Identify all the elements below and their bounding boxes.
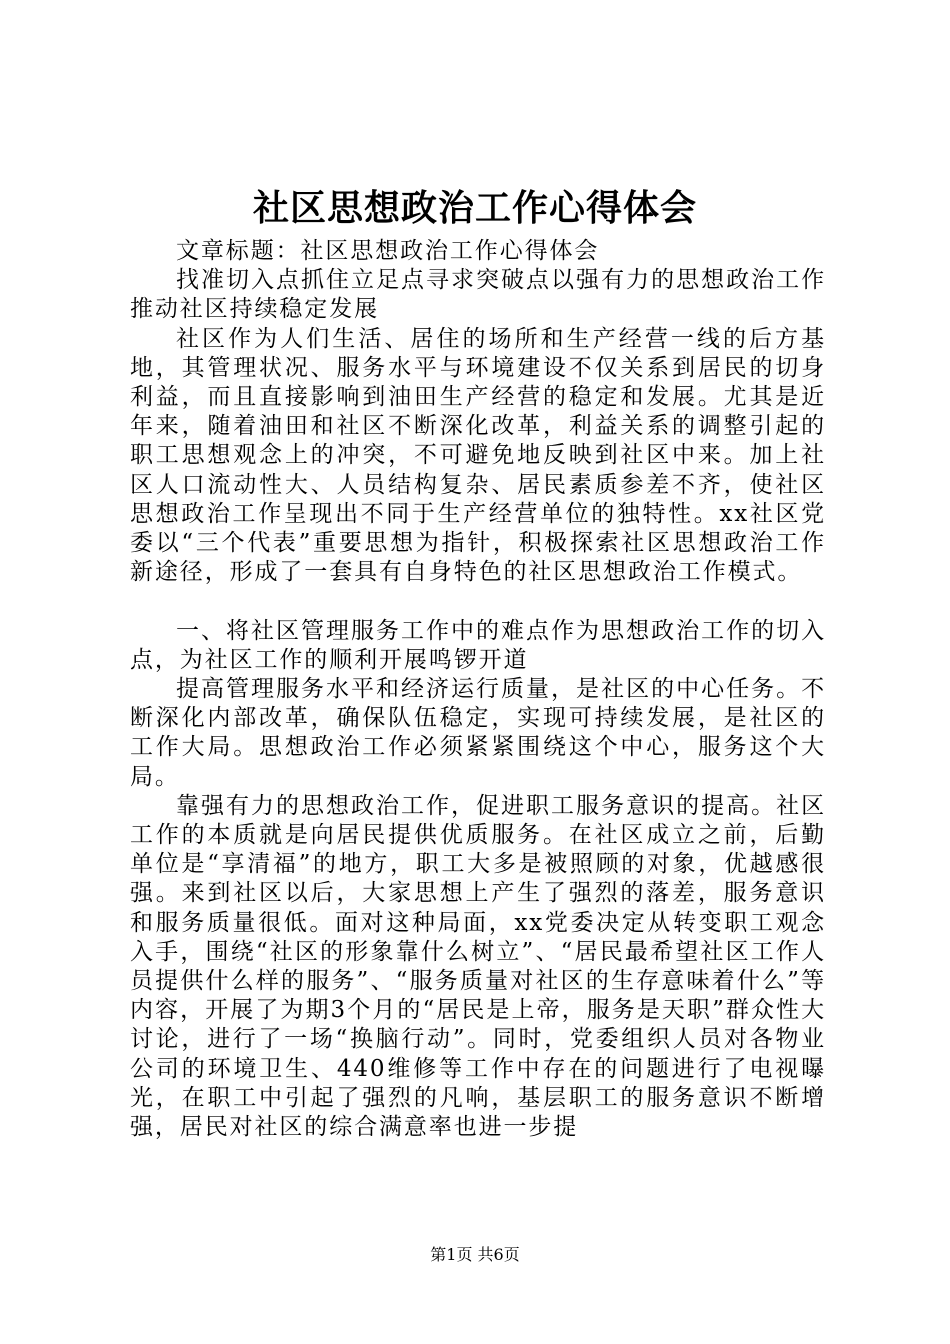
paragraph-spacer [130,587,826,616]
document-body [130,237,826,1142]
body-paragraph: 靠强有力的思想政治工作，促进职工服务意识的提高。社区工作的本质就是向居民提供优质服务。在社区成立之前，后勤单位是“享清福”的地方，职工大多是被照顾的对象，优越感很强。来到社区以后，大家思想上产生了强烈的落差，服务意识和服务质量很低。面对这种局面，xx党委决定从转变职工观念入手，围绕“社区的形象靠什么树立”、“居民最希望社区工作人员提供什么样的服务”、“服务质量对社区的生存意味着什么”等内容，开展了为期3个月的“居民是上帝，服务是天职”群众性大讨论，进行了一场“换脑行动”。同时，党委组织人员对各物业公司的环境卫生、440维修等工作中存在的问题进行了电视曝光，在职工中引起了强烈的凡响，基层职工的服务意识不断增强，居民对社区的综合满意率也进一步提 [130,792,826,1141]
document-title: 社区思想政治工作心得体会 [252,187,697,229]
intro-paragraph: 社区作为人们生活、居住的场所和生产经营一线的后方基地，其管理状况、服务水平与环境建设不仅关系到居民的切身利益，而且直接影响到油田生产经营的稳定和发展。尤其是近年来，随着油田和社区不断深化改革，利益关系的调整引起的职工思想观念上的冲突，不可避免地反映到社区中来。加上社区人口流动性大、人员结构复杂、居民素质参差不齐，使社区思想政治工作呈现出不同于生产经营单位的独特性。xx社区党委以“三个代表”重要思想为指针，积极探索社区思想政治工作新途径，形成了一套具有自身特色的社区思想政治工作模式。 [130,325,826,586]
article-title-line: 文章标题：社区思想政治工作心得体会 [176,238,600,264]
subtitle-paragraph: 找准切入点抓住立足点寻求突破点以强有力的思想政治工作推动社区持续稳定发展 [130,267,826,323]
page-number-footer: 第1页 共6页 [430,1245,520,1264]
body-paragraph: 提高管理服务水平和经济运行质量，是社区的中心任务。不断深化内部改革，确保队伍稳定，实现可持续发展，是社区的工作大局。思想政治工作必须紧紧围绕这个中心，服务这个大局。 [130,676,826,790]
section-heading-1: 一、将社区管理服务工作中的难点作为思想政治工作的切入点，为社区工作的顺利开展鸣锣开道 [130,617,826,673]
